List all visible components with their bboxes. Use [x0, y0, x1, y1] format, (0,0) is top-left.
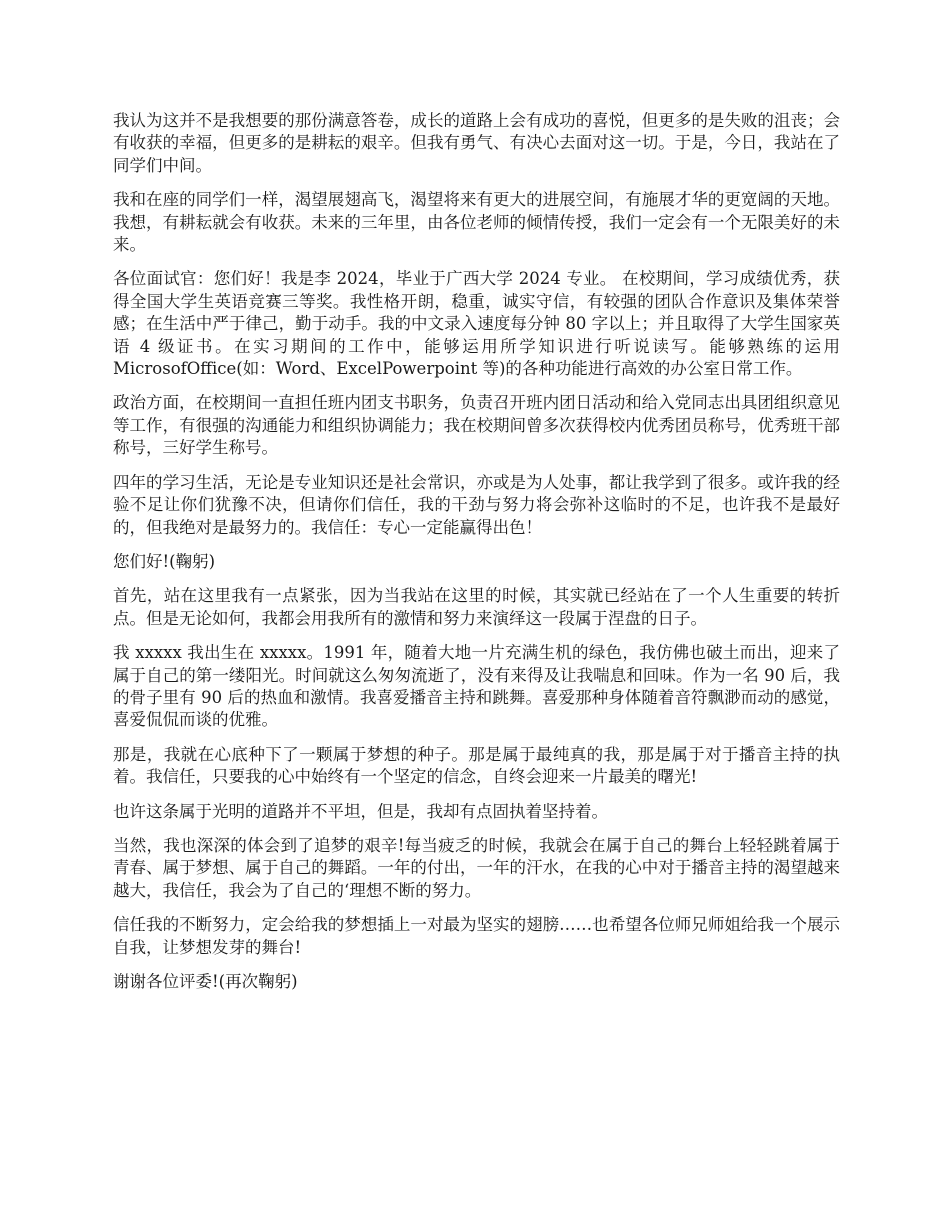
paragraph: 四年的学习生活，无论是专业知识还是社会常识，亦或是为人处事，都让我学到了很多。或许我的经验不足让你们犹豫不决，但请你们信任，我的干劲与努力将会弥补这临时的不足，也许我不是最好的，但我绝对是最努力的。我信任：专心一定能赢得出色！ [113, 472, 840, 537]
paragraph: 您们好!(鞠躬) [113, 551, 216, 571]
paragraph: 政治方面，在校期间一直担任班内团支书职务，负责召开班内团日活动和给入党同志出具团组织意见等工作，有很强的沟通能力和组织协调能力；我在校期间曾多次获得校内优秀团员称号，优秀班干部称号，三好学生称号。 [113, 393, 840, 458]
paragraph: 我 xxxxx 我出生在 xxxxx。1991 年，随着大地一片充满生机的绿色，我仿佛也破土而出，迎来了属于自己的第一缕阳光。时间就这么匆匆流逝了，没有来得及让我喘息和回味。作为一名 90 后，我的骨子里有 90 后的热血和激情。我喜爱播音主持和跳舞。喜爱那种身体随着音符飘渺而动的感觉，喜爱侃侃而谈的优雅。 [113, 643, 840, 730]
paragraph: 我认为这并不是我想要的那份满意答卷，成长的道路上会有成功的喜悦，但更多的是失败的沮丧；会有收获的幸福，但更多的是耕耘的艰辛。但我有勇气、有决心去面对这一切。于是，今日，我站在了同学们中间。 [113, 111, 840, 175]
paragraph: 信任我的不断努力，定会给我的梦想插上一对最为坚实的翅膀……也希望各位师兄师姐给我一个展示自我，让梦想发芽的舞台! [113, 915, 840, 957]
document-body [113, 110, 840, 1005]
paragraph: 也许这条属于光明的道路并不平坦，但是，我却有点固执着坚持着。 [113, 801, 608, 821]
paragraph: 首先，站在这里我有一点紧张，因为当我站在这里的时候，其实就已经站在了一个人生重要的转折点。但是无论如何，我都会用我所有的激情和努力来演绎这一段属于涅盘的日子。 [113, 586, 840, 628]
paragraph: 谢谢各位评委!(再次鞠躬) [113, 972, 298, 991]
paragraph: 当然，我也深深的体会到了追梦的艰辛!每当疲乏的时候，我就会在属于自己的舞台上轻轻跳着属于青春、属于梦想、属于自己的舞蹈。一年的付出，一年的汗水，在我的心中对于播音主持的渴望越来越大，我信任，我会为了自己的‘理想不断的努力。 [113, 835, 840, 900]
paragraph: 那是，我就在心底种下了一颗属于梦想的种子。那是属于最纯真的我，那是属于对于播音主持的执着。我信任，只要我的心中始终有一个坚定的信念，自终会迎来一片最美的曙光! [113, 744, 840, 787]
paragraph: 各位面试官：您们好！我是李 2024，毕业于广西大学 2024 专业。 在校期间，学习成绩优秀，获得全国大学生英语竞赛三等奖。我性格开朗，稳重，诚实守信，有较强的团队合作意识及集体荣誉感；在生活中严于律己，勤于动手。我的中文录入速度每分钟 80 字以上；并且取得了大学生国家英语 4 级证书。在实习期间的工作中，能够运用所学知识进行听说读写。能够熟练的运用 MicrosofOffice(如：Word、ExcelPowerpoint 等)的各种功能进行高效的办公室日常工作。 [113, 269, 840, 379]
paragraph: 我和在座的同学们一样，渴望展翅高飞，渴望将来有更大的进展空间，有施展才华的更宽阔的天地。我想，有耕耘就会有收获。未来的三年里，由各位老师的倾情传授，我们一定会有一个无限美好的未来。 [113, 190, 840, 255]
